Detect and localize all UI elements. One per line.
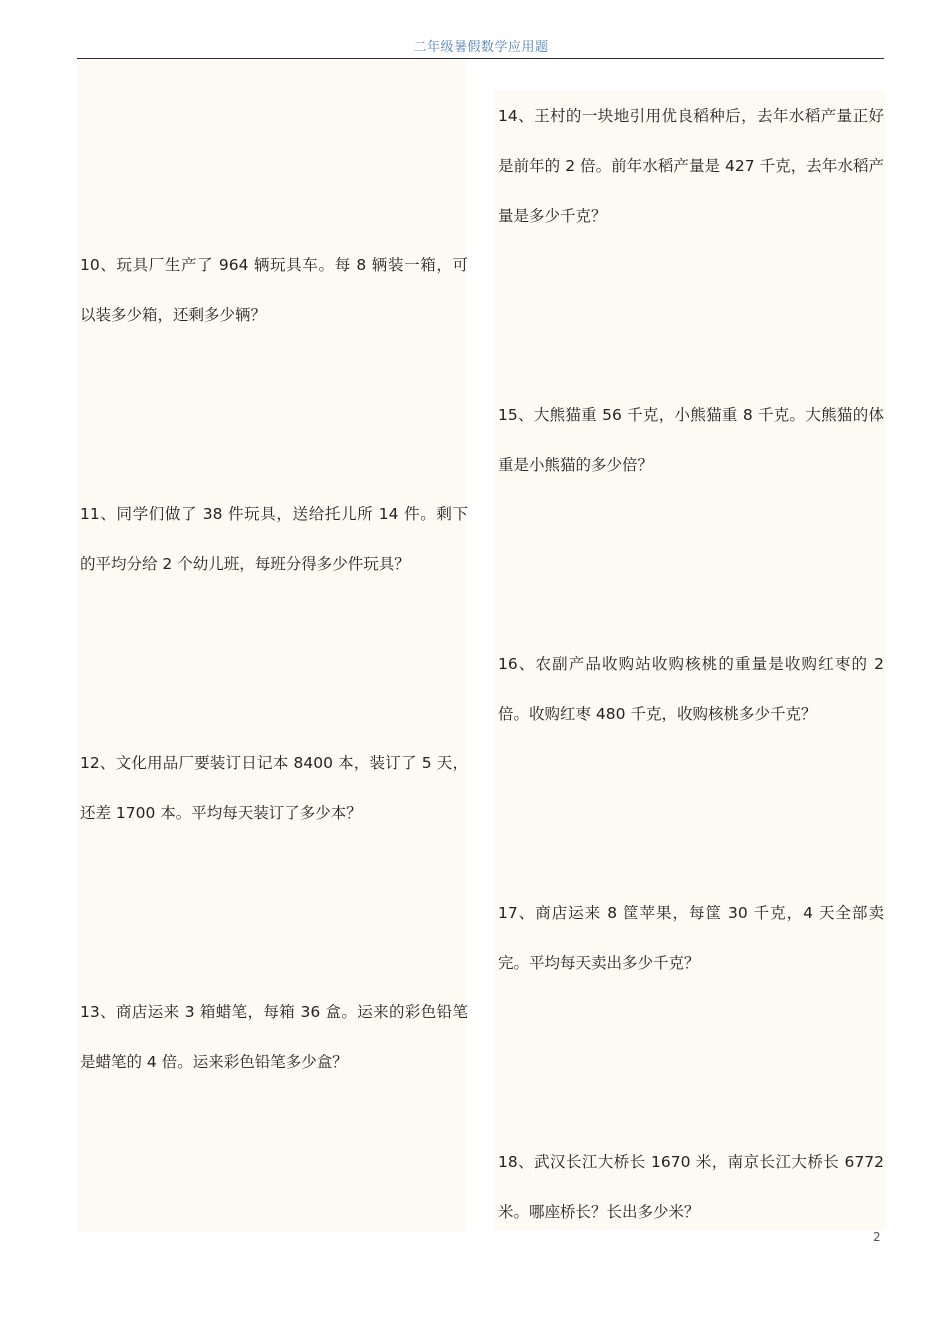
problem-14: 14、王村的一块地引用优良稻种后，去年水稻产量正好是前年的 2 倍。前年水稻产量是 427 千克，去年水稻产量是多少千克？	[498, 107, 884, 225]
problem-11: 11、同学们做了 38 件玩具，送给托儿所 14 件。剩下的平均分给 2 个幼儿班，每班分得多少件玩具？	[80, 505, 468, 573]
page-header-title: 二年级暑假数学应用题	[413, 40, 549, 55]
left-column	[77, 60, 466, 1232]
problem-15: 15、大熊猫重 56 千克，小熊猫重 8 千克。大熊猫的体重是小熊猫的多少倍？	[498, 406, 884, 474]
problem-17: 17、商店运来 8 筐苹果，每筐 30 千克，4 天全部卖完。平均每天卖出多少千克？	[498, 904, 884, 972]
page-number: 2	[873, 1230, 881, 1244]
problem-10: 10、玩具厂生产了 964 辆玩具车。每 8 辆装一箱，可以装多少箱，还剩多少辆？	[80, 256, 468, 324]
header-divider	[77, 58, 884, 59]
problem-12: 12、文化用品厂要装订日记本 8400 本，装订了 5 天，还差 1700 本。平均每天装订了多少本？	[80, 754, 468, 822]
problem-16: 16、农副产品收购站收购核桃的重量是收购红枣的 2 倍。收购红枣 480 千克，收购核桃多少千克？	[498, 655, 884, 723]
problem-13: 13、商店运来 3 箱蜡笔，每箱 36 盒。运来的彩色铅笔是蜡笔的 4 倍。运来彩色铅笔多少盒？	[80, 1003, 468, 1071]
problem-18: 18、武汉长江大桥长 1670 米，南京长江大桥长 6772 米。哪座桥长？长出多少米？	[498, 1153, 884, 1221]
right-column	[494, 90, 885, 1230]
